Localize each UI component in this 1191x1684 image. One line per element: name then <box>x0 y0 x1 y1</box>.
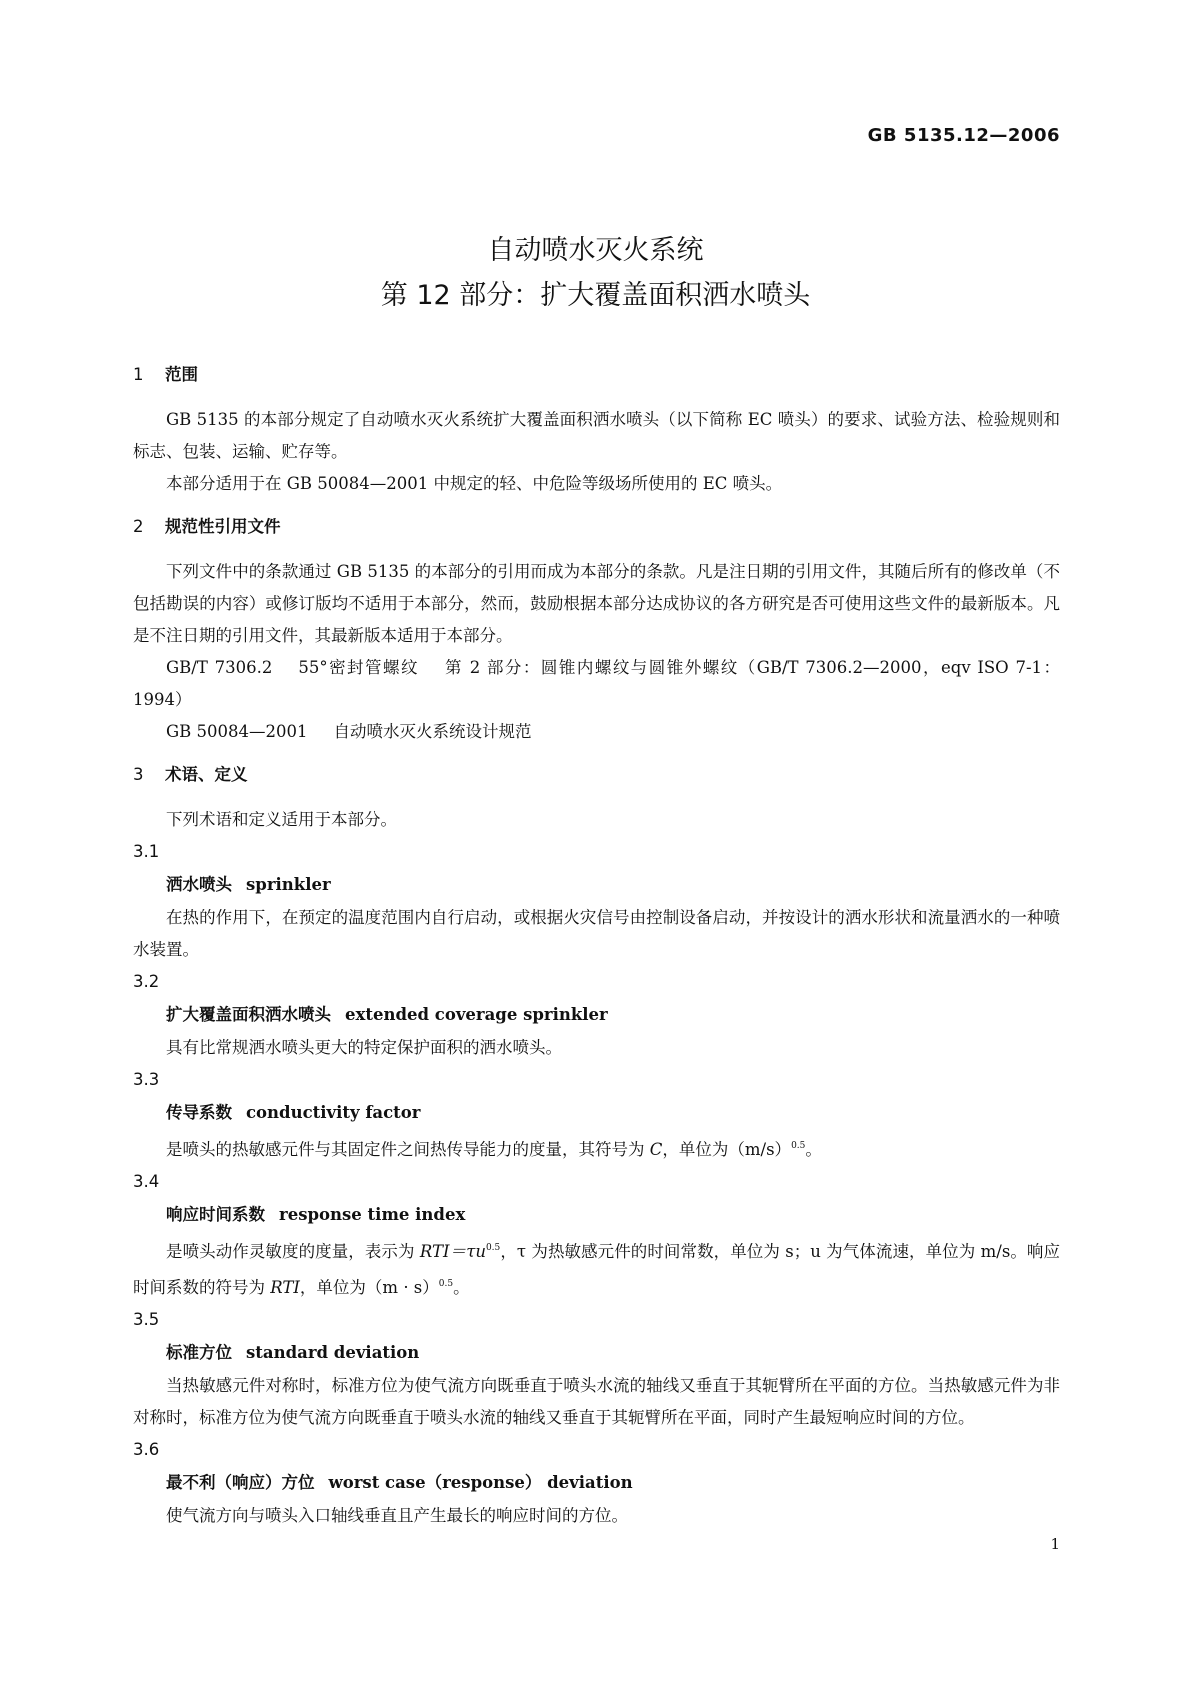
term-chinese: 标准方位 <box>166 1343 232 1362</box>
definition-text: 是喷头动作灵敏度的度量，表示为 <box>166 1242 420 1261</box>
terms-intro: 下列术语和定义适用于本部分。 <box>166 810 397 829</box>
exponent: 0.5 <box>791 1141 806 1151</box>
clause-number: 3.1 <box>133 842 160 861</box>
term-heading <box>133 1466 1060 1500</box>
reference-part: 第 2 部分：圆锥内螺纹与圆锥外螺纹（GB/T 7306.2—2000，eqv ISO 7-1：1994） <box>133 658 1060 709</box>
term-english: standard deviation <box>246 1343 420 1362</box>
term-english: sprinkler <box>246 875 331 894</box>
reference-gb50084 <box>133 716 1060 748</box>
section-title: 规范性引用文件 <box>165 517 281 536</box>
term-english: worst case（response） deviation <box>328 1473 633 1492</box>
clause-number: 3.2 <box>133 972 160 991</box>
section-2-heading <box>133 512 1060 556</box>
document-title-line1: 自动喷水灭火系统 <box>487 235 704 266</box>
reference-title: 55°密封管螺纹 <box>298 658 419 677</box>
term-heading <box>133 1096 1060 1130</box>
document-body <box>133 360 1060 1532</box>
reference-title: 自动喷水灭火系统设计规范 <box>333 722 532 741</box>
section-1-heading <box>133 360 1060 404</box>
term-definition: 使气流方向与喷头入口轴线垂直且产生最长的响应时间的方位。 <box>166 1506 628 1525</box>
document-title-line2: 第 12 部分：扩大覆盖面积洒水喷头 <box>380 280 811 311</box>
page-number: 1 <box>1050 1535 1060 1553</box>
term-definition: 在热的作用下，在预定的温度范围内自行启动，或根据火灾信号由控制设备启动，并按设计的洒水形状和流量洒水的一种喷水装置。 <box>133 908 1060 959</box>
scope-paragraph-2: 本部分适用于在 GB 50084—2001 中规定的轻、中危险等级场所使用的 EC 喷头。 <box>166 474 783 493</box>
definition-text: 。 <box>453 1278 470 1297</box>
term-heading <box>133 998 1060 1032</box>
reference-gbt7306 <box>133 652 1060 716</box>
rti-formula: RTI＝τu <box>419 1242 486 1261</box>
clause-number: 3.4 <box>133 1172 160 1191</box>
clause-number: 3.6 <box>133 1440 160 1459</box>
definition-text: ，单位为（m/s） <box>662 1140 792 1159</box>
section-title: 术语、定义 <box>165 765 248 784</box>
clause-number: 3.3 <box>133 1070 160 1089</box>
reference-code: GB 50084—2001 <box>166 722 308 741</box>
term-definition <box>133 1232 1060 1304</box>
term-chinese: 响应时间系数 <box>166 1205 265 1224</box>
term-chinese: 最不利（响应）方位 <box>166 1473 315 1492</box>
term-chinese: 传导系数 <box>166 1103 232 1122</box>
reference-code: GB/T 7306.2 <box>166 658 273 677</box>
term-english: response time index <box>279 1205 466 1224</box>
section-3-heading <box>133 760 1060 804</box>
term-chinese: 扩大覆盖面积洒水喷头 <box>166 1005 331 1024</box>
exponent: 0.5 <box>485 1243 501 1253</box>
scope-paragraph-1: GB 5135 的本部分规定了自动喷水灭火系统扩大覆盖面积洒水喷头（以下简称 EC 喷头）的要求、试验方法、检验规则和标志、包装、运输、贮存等。 <box>133 410 1060 461</box>
definition-text: ，τ 为热敏感元件的时间常数，单位为 s；u 为气体流速，单位为 m/s。响应时间系数的符号为 <box>133 1242 1061 1297</box>
definition-text: 是喷头的热敏感元件与其固定件之间热传导能力的度量，其符号为 <box>166 1140 650 1159</box>
section-number: 3 <box>133 765 144 784</box>
exponent: 0.5 <box>438 1279 454 1289</box>
normative-references-paragraph: 下列文件中的条款通过 GB 5135 的本部分的引用而成为本部分的条款。凡是注日期的引用文件，其随后所有的修改单（不包括勘误的内容）或修订版均不适用于本部分，然而，鼓励根据本部分达成协议的各方研究是否可使用这些文件的最新版本。凡是不注日期的引用文件，其最新版本适用于本部分。 <box>133 562 1060 645</box>
term-english: extended coverage sprinkler <box>345 1005 608 1024</box>
clause-number: 3.5 <box>133 1310 160 1329</box>
term-english: conductivity factor <box>246 1103 421 1122</box>
section-title: 范围 <box>165 365 198 384</box>
definition-text: ，单位为（m · s） <box>299 1278 439 1297</box>
symbol-rti: RTI <box>270 1278 300 1297</box>
term-heading <box>133 1336 1060 1370</box>
definition-text: 。 <box>805 1140 822 1159</box>
term-definition <box>133 1130 1060 1166</box>
term-chinese: 洒水喷头 <box>166 875 232 894</box>
term-definition: 当热敏感元件对称时，标准方位为使气流方向既垂直于喷头水流的轴线又垂直于其轭臂所在平面的方位。当热敏感元件为非对称时，标准方位为使气流方向既垂直于喷头水流的轴线又垂直于其轭臂所在平面，同时产生最短响应时间的方位。 <box>133 1376 1060 1427</box>
section-number: 1 <box>133 365 144 384</box>
standard-number: GB 5135.12—2006 <box>867 125 1060 146</box>
section-number: 2 <box>133 517 144 536</box>
symbol-c: C <box>649 1140 663 1159</box>
term-heading <box>133 868 1060 902</box>
term-heading <box>133 1198 1060 1232</box>
term-definition: 具有比常规洒水喷头更大的特定保护面积的洒水喷头。 <box>166 1038 562 1057</box>
